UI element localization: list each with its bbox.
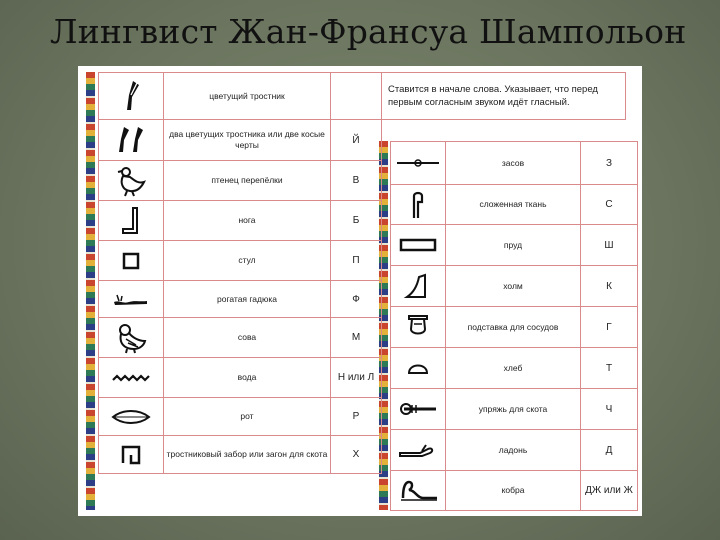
glyph-letter: Д — [581, 430, 638, 471]
glyph-name: цветущий тростник — [164, 73, 331, 120]
folded-cloth-icon — [391, 185, 446, 225]
slide-title: Лингвист Жан-Франсуа Шампольон — [50, 12, 687, 51]
glyph-letter: С — [581, 185, 638, 225]
door-bolt-icon — [391, 142, 446, 185]
glyph-name: ладонь — [446, 430, 581, 471]
reed-icon — [99, 73, 164, 120]
glyph-name: кобра — [446, 471, 581, 511]
glyph-letter: Г — [581, 307, 638, 348]
water-icon — [99, 358, 164, 398]
table-row — [391, 142, 638, 185]
mouth-icon — [99, 398, 164, 436]
glyph-name: рот — [164, 398, 331, 436]
hill-icon — [391, 266, 446, 307]
usage-note: Ставится в начале слова. Указывает, что перед первым согласным звуком идёт гласный. — [382, 73, 626, 120]
cobra-icon — [391, 471, 446, 511]
table-row — [391, 185, 638, 225]
glyph-name: рогатая гадюка — [164, 281, 331, 318]
glyph-letter: Н или Л — [331, 358, 382, 398]
stool-icon — [99, 241, 164, 281]
table-row — [391, 307, 638, 348]
glyph-name: нога — [164, 201, 331, 241]
glyph-letter: Х — [331, 436, 382, 474]
right-hieroglyph-table — [390, 141, 638, 511]
glyph-letter: В — [331, 161, 382, 201]
glyph-name: пруд — [446, 225, 581, 266]
pool-icon — [391, 225, 446, 266]
table-row — [391, 225, 638, 266]
glyph-letter: З — [581, 142, 638, 185]
glyph-letter: Ч — [581, 389, 638, 430]
glyph-letter: Ш — [581, 225, 638, 266]
glyph-name: холм — [446, 266, 581, 307]
double-reed-icon — [99, 120, 164, 161]
glyph-letter: Б — [331, 201, 382, 241]
table-row — [391, 430, 638, 471]
glyph-letter: П — [331, 241, 382, 281]
glyph-name: птенец перепёлки — [164, 161, 331, 201]
glyph-name: засов — [446, 142, 581, 185]
table-row — [391, 471, 638, 511]
hieroglyph-alphabet-figure — [78, 66, 642, 516]
glyph-name: тростниковый забор или загон для скота — [164, 436, 331, 474]
glyph-letter: ДЖ или Ж — [581, 471, 638, 511]
viper-icon — [99, 281, 164, 318]
hand-icon — [391, 430, 446, 471]
table-row — [391, 389, 638, 430]
glyph-letter: М — [331, 318, 382, 358]
bread-icon — [391, 348, 446, 389]
glyph-name: сложенная ткань — [446, 185, 581, 225]
glyph-letter: Р — [331, 398, 382, 436]
foot-icon — [99, 201, 164, 241]
glyph-name: подставка для сосудов — [446, 307, 581, 348]
owl-icon — [99, 318, 164, 358]
glyph-letter: Т — [581, 348, 638, 389]
glyph-name: вода — [164, 358, 331, 398]
glyph-letter: К — [581, 266, 638, 307]
glyph-name: сова — [164, 318, 331, 358]
glyph-letter: Ф — [331, 281, 382, 318]
glyph-name: стул — [164, 241, 331, 281]
tethering-rope-icon — [391, 389, 446, 430]
jar-stand-icon — [391, 307, 446, 348]
glyph-letter: Й — [331, 120, 382, 161]
glyph-name: упряжь для скота — [446, 389, 581, 430]
table-row — [391, 266, 638, 307]
glyph-name: два цветущих тростника или две косые черты — [164, 120, 331, 161]
decorative-border-left — [86, 72, 95, 510]
glyph-letter — [331, 73, 382, 120]
glyph-name: хлеб — [446, 348, 581, 389]
reed-shelter-icon — [99, 436, 164, 474]
table-row — [99, 73, 626, 120]
quail-chick-icon — [99, 161, 164, 201]
table-row — [391, 348, 638, 389]
